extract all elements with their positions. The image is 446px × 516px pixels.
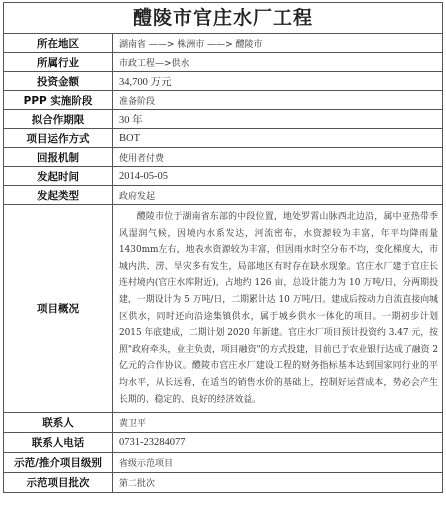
table-row-launch-date	[4, 167, 443, 186]
table-row-launch-type	[4, 186, 443, 205]
table-row-industry	[4, 53, 443, 72]
table-row-contact-phone	[4, 433, 443, 453]
row-value: 政府发起	[113, 186, 443, 205]
table-row-operation-mode	[4, 129, 443, 148]
row-value: 市政工程—>供水	[113, 53, 443, 72]
table-row-demo-batch	[4, 473, 443, 493]
row-value: 34,700 万元	[113, 72, 443, 91]
table-row-region	[4, 34, 443, 53]
row-value: 2014-05-05	[113, 167, 443, 186]
page-title: 醴陵市官庄水厂工程	[3, 2, 443, 33]
row-label: 发起时间	[4, 167, 113, 186]
row-label: 拟合作期限	[4, 110, 113, 129]
row-label: 示范/推介项目级别	[4, 453, 113, 473]
row-value: 黄卫平	[113, 413, 443, 433]
table-row-contact	[4, 413, 443, 433]
row-value: 准备阶段	[113, 91, 443, 110]
table-row-demo-level	[4, 453, 443, 473]
row-label: 项目运作方式	[4, 129, 113, 148]
table-row-return-mechanism	[4, 148, 443, 167]
row-value: 使用者付费	[113, 148, 443, 167]
row-label: 投资金额	[4, 72, 113, 91]
row-value: 30 年	[113, 110, 443, 129]
row-label: 所在地区	[4, 34, 113, 53]
table-row-term	[4, 110, 443, 129]
row-label: 示范项目批次	[4, 473, 113, 493]
row-label: 所属行业	[4, 53, 113, 72]
row-label: 项目概况	[4, 205, 113, 413]
row-label: 回报机制	[4, 148, 113, 167]
row-label: PPP 实施阶段	[4, 91, 113, 110]
row-label: 发起类型	[4, 186, 113, 205]
project-overview-text: 醴陵市位于湖南省东部的中段位置，地处罗霄山脉西北边沿，属中亚热带季风湿润气候，因境内水系发达，河流密布，水资源较为丰富，年平均降雨量1430mm左右，地表水资源较为丰富，但因雨水时空分布不均，变化梯度大，市城内洪、涝、旱灾多有发生，局部地区有时存在缺水现象。官庄水厂建于官庄长连村境内(官庄水库附近)，占地约 126 亩，总设计能力为 10 万吨/日，分两期投建，一期设计为 5 万吨/日，二期累计达 10 万吨/日。建成后按动力自流直接向城区供水，同时还向沿途集镇供水，属于城乡供水一体化的项目。一期初步计划 2015 年底建成，二期计划 2020 年新建。官庄水厂项目预计投资约 3.47 元，按照"政府牵头，业主负责，项目融资"的方式投建，目前已于农业银行达成了融资 2 亿元的合作协议。醴陵市官庄水厂建设工程的财务指标基本达到国家同行业的平均水平，从长远看，在适当的销售水价的基础上，控制好运营成本，势必会产生长期的、稳定的、良好的经济效益。	[113, 205, 443, 413]
project-info-table	[3, 33, 443, 493]
row-label: 联系人	[4, 413, 113, 433]
project-info-sheet	[3, 2, 443, 493]
row-value: 湖南省 ——> 株洲市 ——> 醴陵市	[113, 34, 443, 53]
row-value: 0731-23284077	[113, 433, 443, 453]
row-value: BOT	[113, 129, 443, 148]
table-row-overview	[4, 205, 443, 413]
table-row-ppp-stage	[4, 91, 443, 110]
row-value: 第二批次	[113, 473, 443, 493]
table-row-investment	[4, 72, 443, 91]
row-value: 省级示范项目	[113, 453, 443, 473]
row-label: 联系人电话	[4, 433, 113, 453]
